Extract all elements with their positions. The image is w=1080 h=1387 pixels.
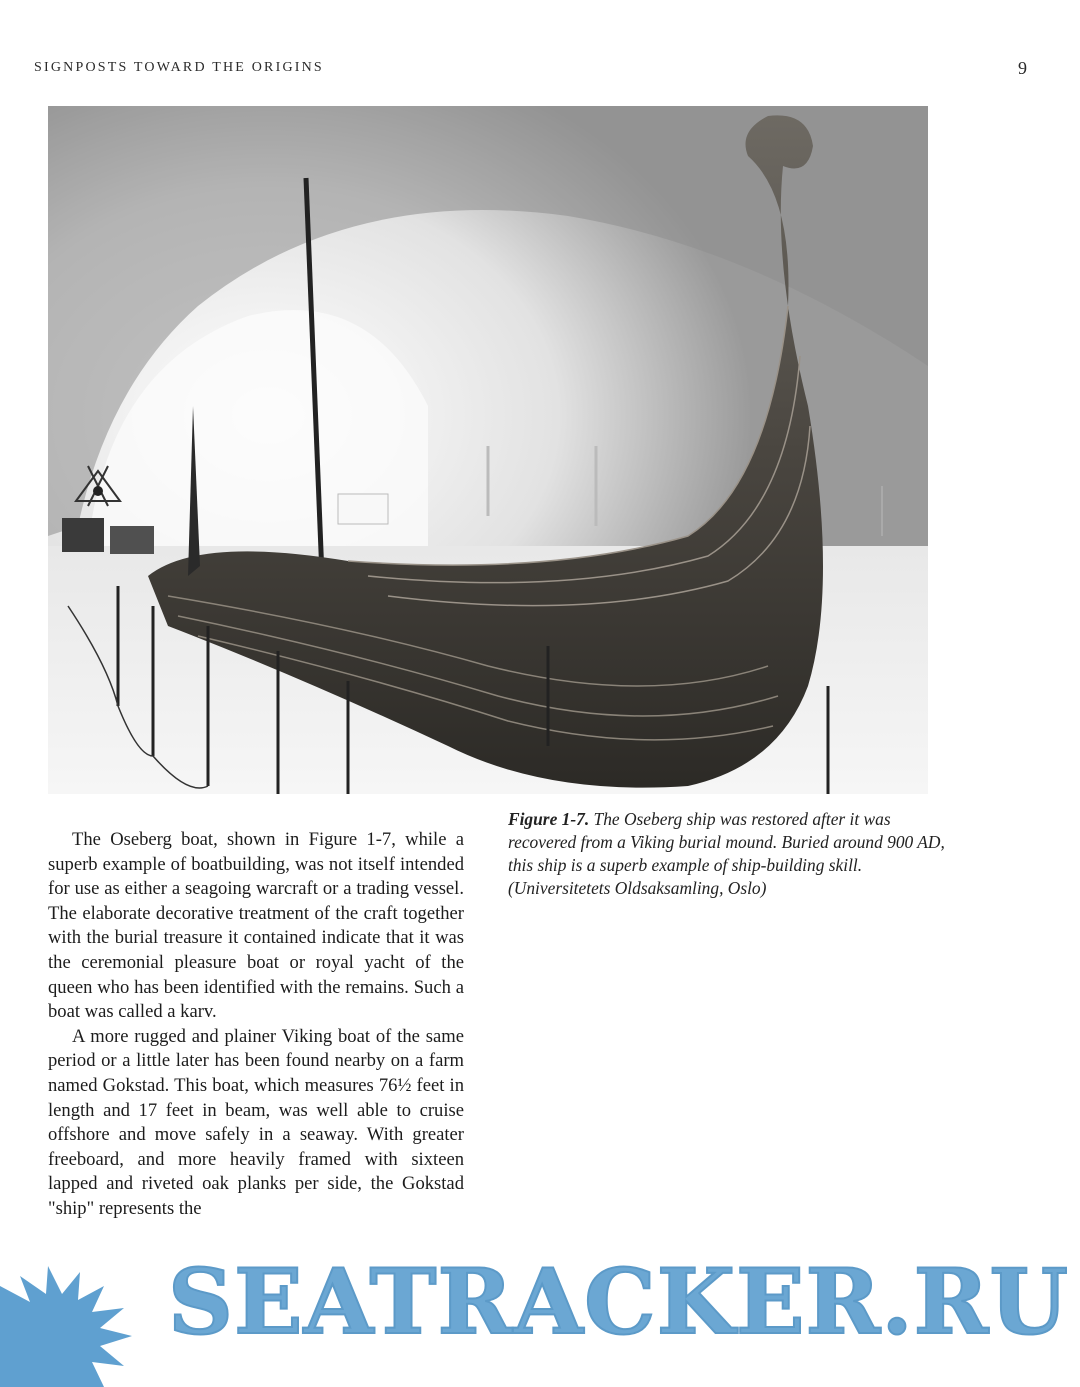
- figure-caption: [508, 808, 948, 900]
- watermark-sun-icon: [0, 1266, 132, 1387]
- figure-caption-text: The Oseberg ship was restored after it was recovered from a Viking burial mound. Buried around 900 AD, this ship is a superb example of ship-building skill. (Universitetets Oldsaksamling, Oslo): [508, 809, 945, 898]
- figure-caption-label: Figure 1-7.: [508, 809, 590, 829]
- page-number: 9: [1018, 58, 1027, 78]
- figure-photo-oseberg-ship: [48, 106, 928, 794]
- running-head: SIGNPOSTS TOWARD THE ORIGINS: [34, 60, 324, 75]
- paragraph-2: A more rugged and plainer Viking boat of the same period or a little later has been found nearby on a farm named Gokstad. This boat, which measures 76½ feet in length and 17 feet in beam, was well able to cruise offshore and move safely in a seaway. With greater freeboard, and more heavily framed with sixteen lapped and riveted oak planks per side, the Gokstad "ship" represents the: [48, 1025, 464, 1219]
- body-text: [48, 828, 464, 1222]
- watermark-text: SEATRACKER.RU: [168, 1249, 1069, 1355]
- paragraph-1: The Oseberg boat, shown in Figure 1-7, while a superb example of boatbuilding, was not itself intended for use as either a seagoing warcraft or a trading vessel. The elaborate decorative treatment of the craft together with the burial treasure it contained indicate that it was the ceremonial pleasure boat or royal yacht of the queen who has been identified with the remains. Such a boat was called a karv.: [48, 829, 464, 1023]
